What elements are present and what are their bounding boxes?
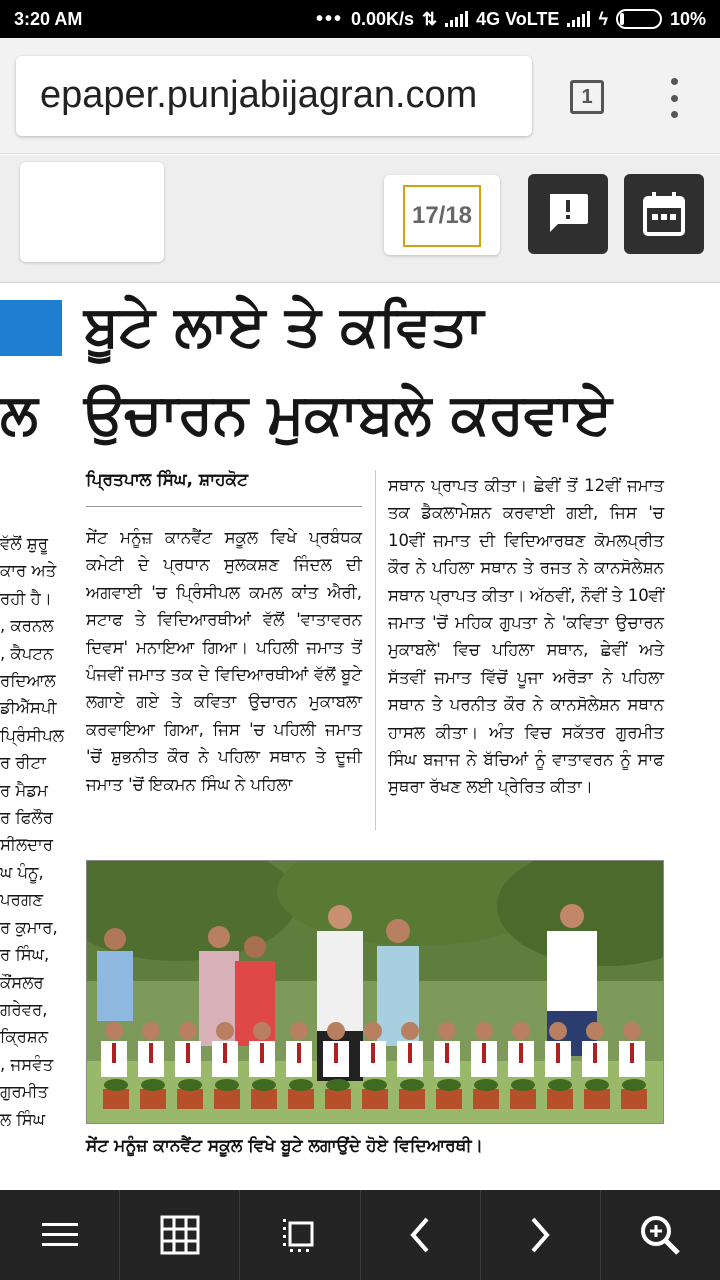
grid-icon [160,1215,200,1255]
photo-illustration [87,861,664,1124]
bottom-navigation [0,1190,720,1280]
battery-icon [616,9,662,29]
epaper-toolbar [0,155,720,283]
grid-button[interactable] [120,1190,240,1280]
calendar-icon [642,190,686,238]
page-indicator[interactable]: 17/18 [403,185,481,247]
network-type: 4G VoLTE [476,8,560,29]
zoom-in-button[interactable] [601,1190,720,1280]
feedback-icon [544,190,592,238]
article-photo [86,860,664,1124]
network-speed: 0.00K/s [350,8,414,29]
prev-icon [405,1215,435,1255]
battery-percent: 10% [669,8,706,29]
article-column-right: ਸਥਾਨ ਪ੍ਰਾਪਤ ਕੀਤਾ। ਛੇਵੀਂ ਤੋਂ 12ਵੀਂ ਜਮਾਤ ਤਕ ਡੈਕਲਾਮੇਸ਼ਨ ਕਰਵਾਈ ਗਈ, ਜਿਸ 'ਚ 10ਵੀਂ ਜਮਾਤ ਦੀ ਵਿਦਿਆਰਥਣ ਕੋਮਲਪ੍ਰੀਤ ਕੌਰ ਨੇ ਪਹਿਲਾ ਸਥਾਨ ਤੇ ਰਜਤ ਨੇ ਕਾਨਸੋਲੇਸ਼ਨ ਸਥਾਨ ਪ੍ਰਾਪਤ ਕੀਤਾ। ਅੱਠਵੀਂ, ਨੌਵੀਂ ਤੇ 10ਵੀਂ ਜਮਾਤ 'ਚੋਂ ਮਹਿਕ ਗੁਪਤਾ ਨੇ 'ਕਵਿਤਾ ਉਚਾਰਨ ਮੁਕਾਬਲੇ' ਵਿਚ ਪਹਿਲਾ ਸਥਾਨ, ਛੇਵੀਂ ਅਤੇ ਸੱਤਵੀਂ ਜਮਾਤ ਵਿੱਚੋਂ ਪੂਜਾ ਅਰੋੜਾ ਨੇ ਪਹਿਲਾ ਸਥਾਨ ਤੇ ਪਰਨੀਤ ਕੌਰ ਨੇ ਕਾਨਸੋਲੇਸ਼ਨ ਸਥਾਨ ਹਾਸਲ ਕੀਤਾ। ਅੰਤ ਵਿਚ ਸਕੱਤਰ ਗੁਰਮੀਤ ਸਿੰਘ ਬਜਾਜ ਨੇ ਬੱਚਿਆਂ ਨੂੰ ਵਾਤਾਵਰਨ ਨੂੰ ਸਾਫ ਸੁਥਰਾ ਰੱਖਣ ਲਈ ਪ੍ਰੇਰਿਤ ਕੀਤਾ। [388,476,664,797]
signal-icon-2 [567,11,590,27]
crop-button[interactable] [240,1190,360,1280]
headline-line-2: ਉਚਾਰਨ ਮੁਕਾਬਲੇ ਕਰਵਾਏ [84,382,613,447]
logo-placeholder[interactable] [20,162,164,262]
section-color-block [0,300,62,356]
article[interactable] [0,284,720,1190]
menu-icon [40,1220,80,1250]
data-arrows-icon: ⇅ [422,8,438,29]
next-page-button[interactable] [481,1190,601,1280]
notification-dots: ••• [315,7,343,30]
address-bar[interactable] [16,56,532,136]
signal-icon [445,11,468,27]
menu-button[interactable] [0,1190,120,1280]
prev-page-button[interactable] [361,1190,481,1280]
article-column-middle: ਸੇਂਟ ਮਨੂੰਜ਼ ਕਾਨਵੈਂਟ ਸਕੂਲ ਵਿਖੇ ਪ੍ਰਬੰਧਕ ਕਮੇਟੀ ਦੇ ਪ੍ਰਧਾਨ ਸੁਲਕਸ਼ਣ ਜਿੰਦਲ ਦੀ ਅਗਵਾਈ 'ਚ ਪ੍ਰਿੰਸੀਪਲ ਕਮਲ ਕਾਂਤ ਐਰੀ, ਸਟਾਫ ਤੇ ਵਿਦਿਆਰਥੀਆਂ ਵੱਲੋਂ 'ਵਾਤਾਵਰਨ ਦਿਵਸ' ਮਨਾਇਆ ਗਿਆ। ਪਹਿਲੀ ਜਮਾਤ ਤੋਂ ਪੰਜਵੀਂ ਜਮਾਤ ਤਕ ਦੇ ਵਿਦਿਆਰਥੀਆਂ ਵੱਲੋਂ ਬੂਟੇ ਲਗਾਏ ਗਏ ਤੇ ਕਵਿਤਾ ਉਚਾਰਨ ਮੁਕਾਬਲਾ ਕਰਵਾਇਆ ਗਿਆ, ਜਿਸ 'ਚ ਪਹਿਲੀ ਜਮਾਤ 'ਚੋਂ ਸ਼ੁਭਨੀਤ ਕੌਰ ਨੇ ਪਹਿਲਾ ਸਥਾਨ ਤੇ ਦੂਜੀ ਜਮਾਤ 'ਚੋਂ ਇਕਮਨ ਸਿੰਘ ਨੇ ਪਹਿਲਾ [86,528,362,794]
column-divider [375,470,376,830]
charging-icon: ϟ [598,8,608,29]
tab-switcher-button[interactable]: 1 [570,80,604,114]
next-icon [525,1215,555,1255]
url-text[interactable]: epaper.punjabijagran.com [40,74,478,116]
byline-divider [86,506,362,507]
status-bar [0,0,720,38]
clock: 3:20 AM [14,8,83,29]
status-indicators [316,8,706,31]
zoom-in-icon [638,1213,682,1257]
page-selector[interactable] [384,175,500,255]
feedback-button[interactable] [528,174,608,254]
left-column-fragment: ਵੱਲੋਂ ਸ਼ੁਰੂ ਕਾਰ ਅਤੇ ਰਹੀ ਹੈ। , ਕਰਨਲ , ਕੈਪਟਨ ਰਦਿਆਲ ਡੀਐੱਸਪੀ ਪ੍ਰਿੰਸੀਪਲ ਰ ਰੀਟਾ ਰ ਮੈਡਮ ਰ ਫਿਲੌਰ ਸੀਲਦਾਰ ਘ ਪੰਨੂ, ਪਰਗਣ ਰ ਕੁਮਾਰ, ਰ ਸਿੰਘ, ਕੌਂਸਲਰ ਗਰੇਵਰ, ਕ੍ਰਿਸ਼ਨ , ਜਸਵੰਤ ਗੁਰਮੀਤ ਲ ਸਿੰਘ [0,534,64,1129]
more-vert-icon[interactable] [664,78,684,118]
photo-caption: ਸੇਂਟ ਮਨੂੰਜ਼ ਕਾਨਵੈਂਟ ਸਕੂਲ ਵਿਖੇ ਬੂਟੇ ਲਗਾਉਂਦੇ ਹੋਏ ਵਿਦਿਆਰਥੀ। [86,1136,484,1156]
headline-left-fragment: ਲ [0,382,38,447]
headline-line-1: ਬੂਟੇ ਲਾਏ ਤੇ ਕਵਿਤਾ [84,294,484,359]
calendar-button[interactable] [624,174,704,254]
browser-toolbar [0,38,720,154]
byline: ਪ੍ਰਿਤਪਾਲ ਸਿੰਘ, ਸ਼ਾਹਕੋਟ [86,470,249,490]
crop-icon [280,1215,320,1255]
